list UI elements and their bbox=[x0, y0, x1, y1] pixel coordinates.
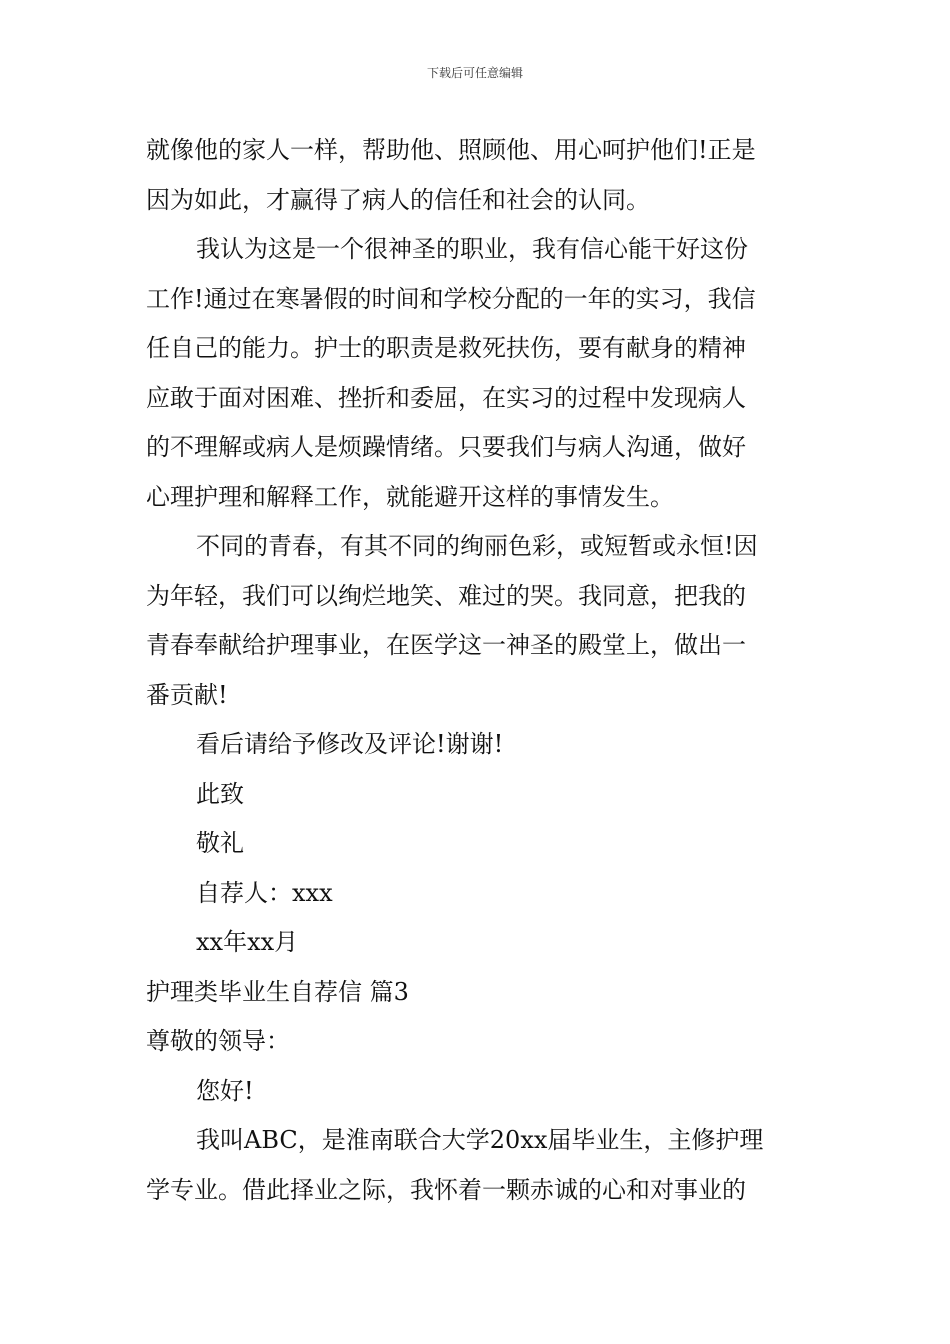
signature-line: 自荐人：xxx bbox=[196, 878, 333, 907]
text-line: 应敢于面对困难、挫折和委屈，在实习的过程中发现病人 bbox=[146, 383, 746, 412]
text-line: 工作!通过在寒暑假的时间和学校分配的一年的实习，我信 bbox=[146, 284, 756, 313]
text-line: 就像他的家人一样，帮助他、照顾他、用心呵护他们!正是 bbox=[146, 136, 756, 164]
document-body bbox=[146, 126, 810, 1215]
greeting-line: 尊敬的领导： bbox=[146, 1027, 290, 1055]
text-line: 为年轻，我们可以绚烂地笑、难过的哭。我同意，把我的 bbox=[146, 581, 746, 610]
closing-remark: 看后请给予修改及评论!谢谢! bbox=[196, 730, 504, 758]
text-line: 青春奉献给护理事业，在医学这一神圣的殿堂上，做出一 bbox=[146, 631, 746, 659]
text-line: 的不理解或病人是烦躁情绪。只要我们与病人沟通，做好 bbox=[146, 433, 746, 461]
date-line: xx年xx月 bbox=[196, 928, 299, 956]
text-line: 学专业。借此择业之际，我怀着一颗赤诚的心和对事业的 bbox=[146, 1175, 746, 1204]
text-line: 番贡献! bbox=[146, 680, 228, 709]
text-line: 我认为这是一个很神圣的职业，我有信心能干好这份 bbox=[196, 235, 748, 263]
text-line: 不同的青春，有其不同的绚丽色彩，或短暂或永恒!因 bbox=[196, 532, 758, 560]
section-title: 护理类毕业生自荐信 篇3 bbox=[146, 977, 409, 1006]
salutation-line: 敬礼 bbox=[196, 829, 244, 857]
greeting-line: 您好! bbox=[196, 1076, 254, 1105]
text-line: 我叫ABC，是淮南联合大学20xx届毕业生，主修护理 bbox=[196, 1126, 764, 1154]
page-header: 下载后可任意编辑 bbox=[426, 66, 523, 80]
text-line: 因为如此，才赢得了病人的信任和社会的认同。 bbox=[146, 185, 650, 214]
text-line: 任自己的能力。护士的职责是救死扶伤，要有献身的精神 bbox=[146, 334, 746, 362]
salutation-line: 此致 bbox=[196, 779, 244, 808]
text-line: 心理护理和解释工作，就能避开这样的事情发生。 bbox=[146, 482, 674, 511]
